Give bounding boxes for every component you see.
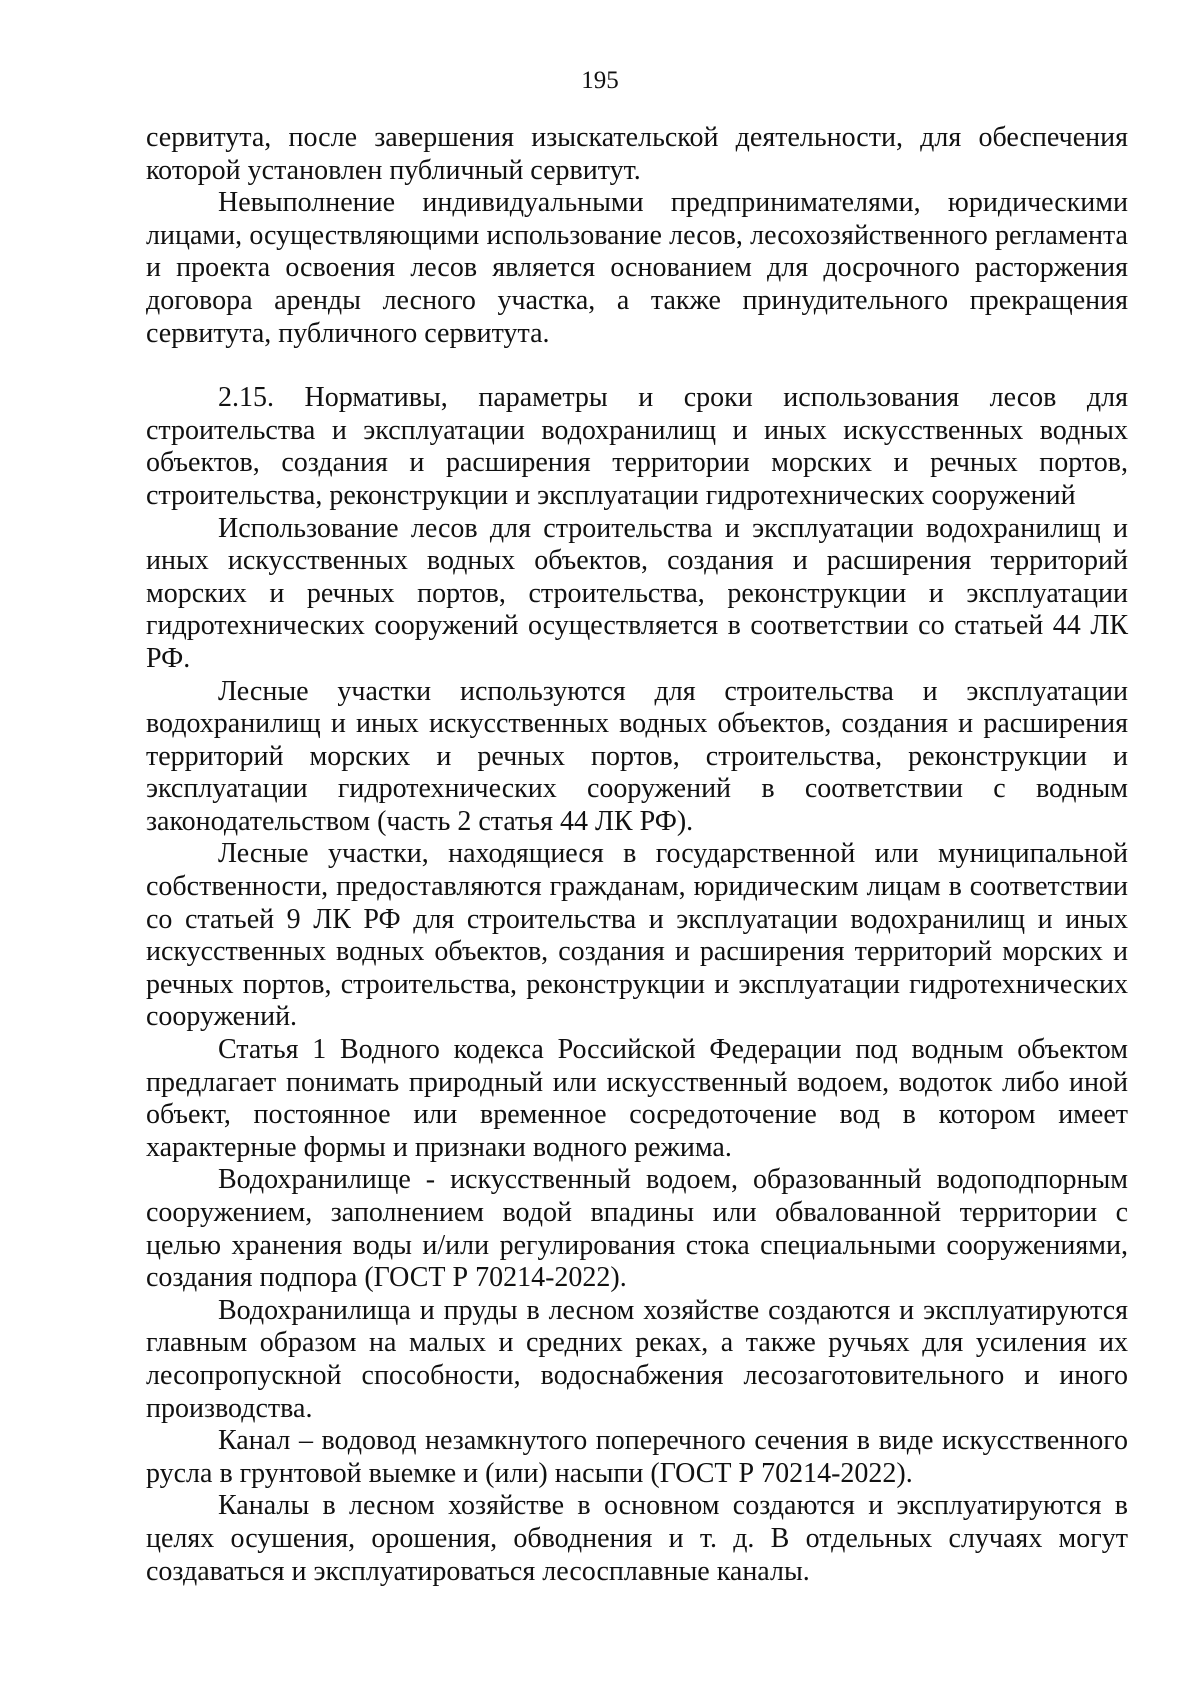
paragraph-reservoirs-ponds: Водохранилища и пруды в лесном хозяйстве создаются и эксплуатируются главным образом на малых и средних реках, а также ручьях для усиления их лесопропускной способности, водоснабжения лесозаготовительного и иного производства. [146,1294,1128,1424]
paragraph-water-code-article: Статья 1 Водного кодекса Российской Федерации под водным объектом предлагает понимать природный или искусственный водоем, водоток либо иной объект, постоянное или временное сосредоточение вод в котором имеет характерные формы и признаки водного режима. [146,1034,1128,1163]
paragraph-continuation: сервитута, после завершения изыскательской деятельности, для обеспечения которой установлен публичный сервитут. [146,122,1128,186]
paragraph-forest-use: Использование лесов для строительства и эксплуатации водохранилищ и иных искусственных водных объектов, создания и расширения территорий морских и речных портов, строительства, реконструкции и эксплуатации гидротехнических сооружений осуществляется в соответствии со статьей 44 ЛК РФ. [146,512,1128,674]
document-body [146,122,1128,1588]
section-heading-2-15: 2.15. Нормативы, параметры и сроки использования лесов для строительства и эксплуатации водохранилищ и иных искусственных водных объектов, создания и расширения территории морских и речных портов, строительства, реконструкции и эксплуатации гидротехнических сооружений [146,382,1128,511]
page-number: 195 [581,67,619,94]
paragraph-forest-plots-ownership: Лесные участки, находящиеся в государственной или муниципальной собственности, предоставляются гражданам, юридическим лицам в соответствии со статьей 9 ЛК РФ для строительства и эксплуатации водохранилищ и иных искусственных водных объектов, создания и расширения территорий морских и речных портов, строительства, реконструкции и эксплуатации гидротехнических сооружений. [146,838,1128,1033]
paragraph-reservoir-definition: Водохранилище - искусственный водоем, образованный водоподпорным сооружением, заполнением водой впадины или обвалованной территории с целью хранения воды и/или регулирования стока специальными сооружениями, создания подпора (ГОСТ Р 70214-2022). [146,1164,1128,1294]
paragraph-canals-usage: Каналы в лесном хозяйстве в основном создаются и эксплуатируются в целях осушения, орошения, обводнения и т. д. В отдельных случаях могут создаваться и эксплуатироваться лесосплавные каналы. [146,1490,1128,1587]
section-spacer [146,350,1128,382]
paragraph-forest-plots-usage: Лесные участки используются для строительства и эксплуатации водохранилищ и иных искусственных водных объектов, создания и расширения территорий морских и речных портов, строительства, реконструкции и эксплуатации гидротехнических сооружений в соответствии с водным законодательством (часть 2 статья 44 ЛК РФ). [146,675,1128,837]
paragraph-canal-definition: Канал – водовод незамкнутого поперечного сечения в виде искусственного русла в грунтовой выемке и (или) насыпи (ГОСТ Р 70214-2022). [146,1425,1128,1489]
paragraph-noncompliance: Невыполнение индивидуальными предпринимателями, юридическими лицами, осуществляющими использование лесов, лесохозяйственного регламента и проекта освоения лесов является основанием для досрочного расторжения договора аренды лесного участка, а также принудительного прекращения сервитута, публичного сервитута. [146,187,1128,349]
